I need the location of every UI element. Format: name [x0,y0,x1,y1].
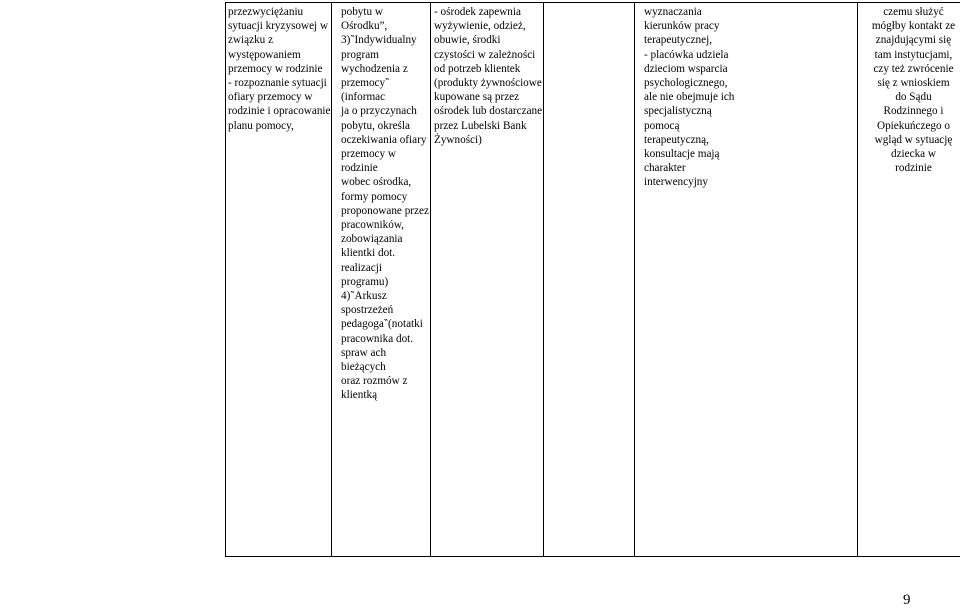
cell-text: - ośrodek zapewnia wyżywienie, odzież, obuwie, środki czystości w zależności od potrzeb klientek (produkty żywnościowe kupowane są przez ośrodek lub dostarczane przez Lubelski Bank Żywności) [434,6,543,146]
cell-text [544,3,634,5]
table-cell-col-2 [332,3,431,557]
table-cell-col-5 [635,3,858,557]
cell-text: czemu służyć mógłby kontakt ze znajdującymi się tam instytucjami, czy też zwrócenie się z wnioskiem do Sądu Rodzinnego i Opiekuńczego o wgląd w sytuację dziecka w rodzinie [871,6,956,175]
table-row [226,3,960,557]
page-number: 9 [903,592,911,608]
table-cell-col-1 [226,3,332,557]
cell-text: przezwyciężaniu sytuacji kryzysowej w związku z występowaniem przemocy w rodzinie - rozpoznanie sytuacji ofiary przemocy w rodzinie i opracowanie planu pomocy, [228,6,331,132]
cell-text: wyznaczania kierunków pracy terapeutycznej, - placówka udziela dzieciom wsparcia psychologicznego, ale nie obejmuje ich specjalistyczną pomocą terapeutyczną, konsultacje mają charakter interwencyjny [644,6,735,189]
content-table [225,2,960,557]
cell-text: pobytu w Ośrodku”, 3)‶Indywidualny program wychodzenia z przemocy‶(informac ja o przyczynach pobytu, określa oczekiwania ofiary przemocy w rodzinie wobec ośrodka, formy pomocy proponowane przez pracowników, zobowiązania klientki dot. realizacji programu) 4)‶Arkusz spostrzeżeń pedagoga‶(notatki pracownika dot. spraw ach bieżących oraz rozmów z klientką [341,6,429,402]
table-cell-col-6 [858,3,960,557]
table-cell-col-4 [544,3,635,557]
table-cell-col-3 [431,3,544,557]
